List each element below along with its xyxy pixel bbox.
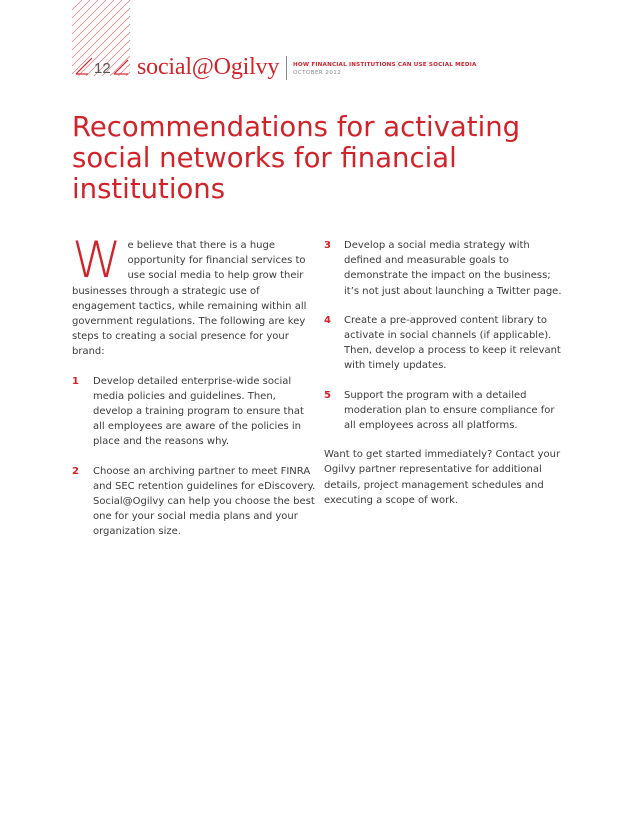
document-title: HOW FINANCIAL INSTITUTIONS CAN USE SOCIAL MEDIA (293, 62, 477, 68)
right-column (324, 238, 564, 508)
left-column (72, 231, 316, 540)
step-text: Develop a social media strategy with defined and measurable goals to demonstrate the impact on the business; it’s not just about launching a Twitter page. (344, 240, 562, 297)
document-date: OCTOBER 2012 (293, 70, 342, 76)
step-number: 4 (324, 314, 331, 326)
step-text: Develop detailed enterprise-wide social media policies and guidelines. Then, develop a training program to ensure that all employees are aware of the policies in place and the reasons why. (93, 375, 304, 448)
step-1 (72, 374, 316, 450)
page-number: 12 (94, 60, 111, 77)
step-number: 1 (72, 375, 79, 387)
step-4 (324, 313, 564, 374)
step-text: Create a pre-approved content library to activate in social channels (if applicable). Then, develop a process to keep it relevant with timely updates. (344, 314, 561, 372)
step-number: 5 (324, 389, 331, 401)
drop-cap: W (72, 231, 122, 289)
step-number: 2 (72, 465, 79, 477)
step-text: Support the program with a detailed moderation plan to ensure compliance for all employees across all platforms. (344, 389, 555, 432)
brand-logo: social@Ogilvy (137, 54, 280, 80)
intro-text: e believe that there is a huge opportunity for financial services to use social media to help grow their businesses through a strategic use of engagement tactics, while remaining within all government regulations. The following are key steps to creating a social presence for your brand: (72, 240, 307, 358)
header-divider (286, 56, 287, 80)
step-3 (324, 238, 564, 299)
page-title: Recommendations for activating social networks for financial institutions (72, 111, 521, 205)
step-number: 3 (324, 240, 331, 251)
step-5 (324, 388, 564, 434)
step-2 (72, 464, 316, 540)
step-text: Choose an archiving partner to meet FINRA and SEC retention guidelines for eDiscovery. Social@Ogilvy can help you choose the best one for your social media plans and your organization size. (93, 465, 316, 538)
call-to-action: Want to get started immediately? Contact your Ogilvy partner representative for additional details, project management schedules and executing a scope of work. (324, 449, 561, 506)
intro-paragraph (72, 231, 316, 360)
